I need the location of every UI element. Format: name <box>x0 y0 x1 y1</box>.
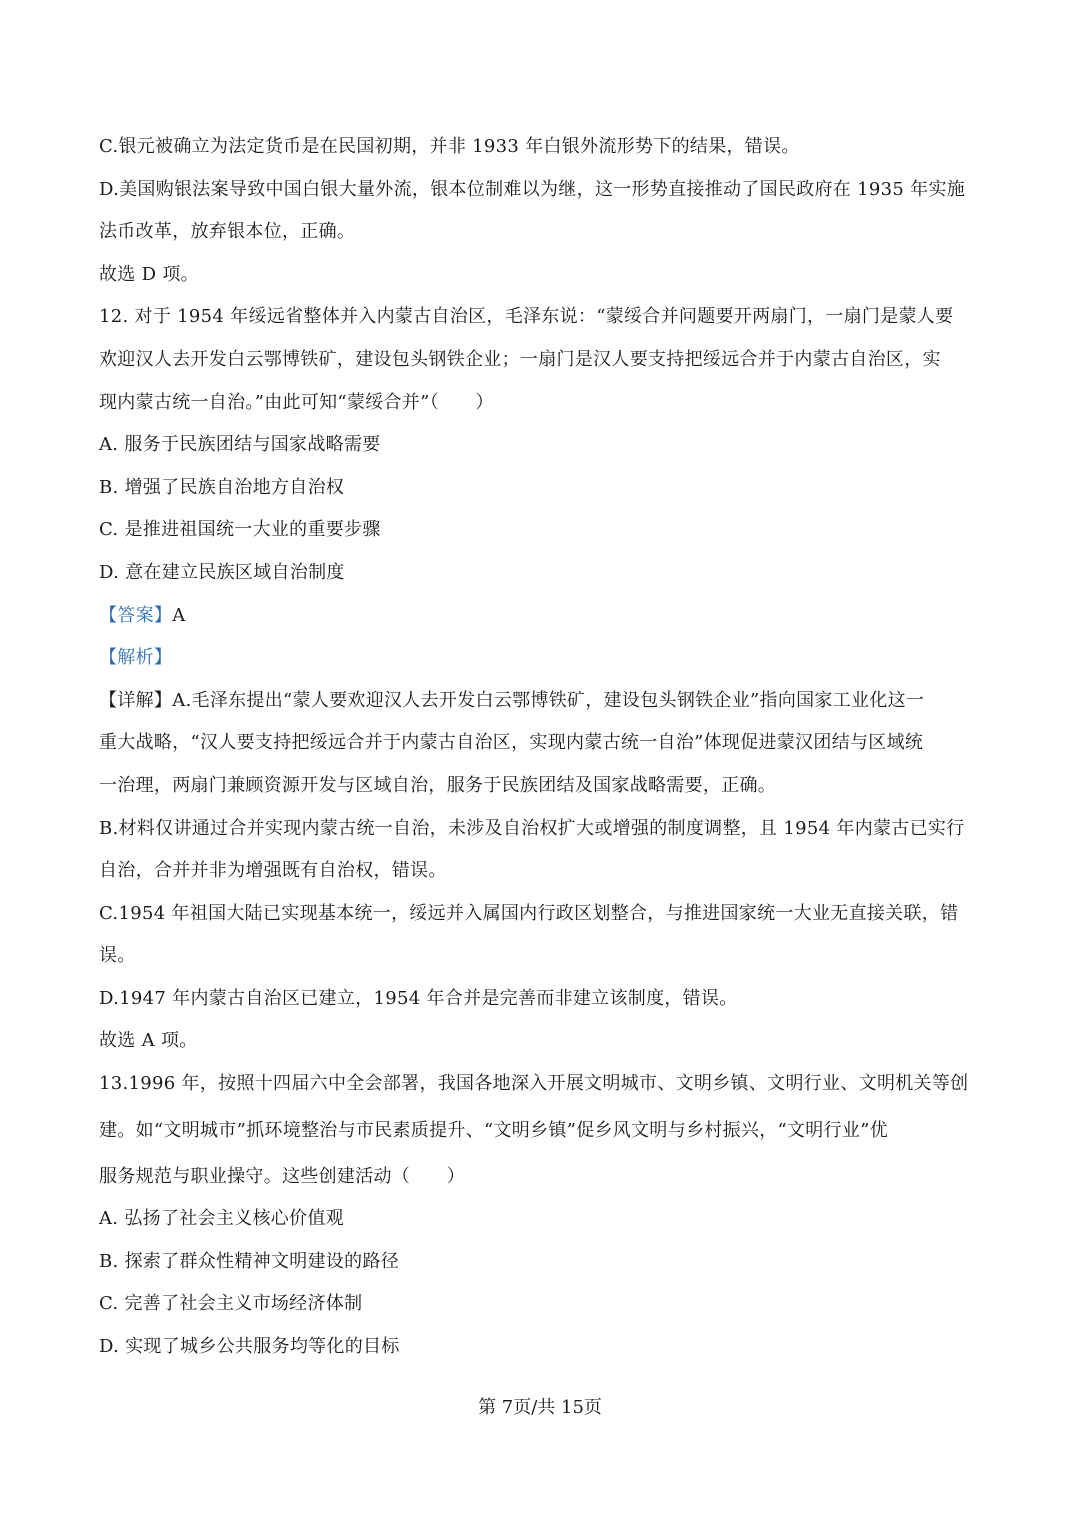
q13-option-d: D. 实现了城乡公共服务均等化的目标 <box>99 1336 400 1358</box>
q13-option-a: A. 弘扬了社会主义核心价值观 <box>99 1208 344 1230</box>
q12-option-c-analysis-cont: 误。 <box>99 945 136 967</box>
q12-stem-cont: 欢迎汉人去开发白云鄂博铁矿，建设包头钢铁企业；一扇门是汉人要支持把绥远合并于内蒙古自治区，实 <box>99 348 941 370</box>
q12-option-b-analysis: B.材料仅讲通过合并实现内蒙古统一自治，未涉及自治权扩大或增强的制度调整，且 1954 年内蒙古已实行 <box>99 817 965 839</box>
document-body <box>99 126 984 1369</box>
answer-label: 【答案】 <box>99 604 173 626</box>
q12-detail-cont: 一治理，两扇门兼顾资源开发与区域自治，服务于民族团结及国家战略需要，正确。 <box>99 774 777 796</box>
q12-option-a: A. 服务于民族团结与国家战略需要 <box>99 434 381 456</box>
q12-option-d: D. 意在建立民族区域自治制度 <box>99 561 345 583</box>
q13-stem-cont: 服务规范与职业操守。这些创建活动（ ） <box>99 1165 465 1187</box>
q12-detail: 【详解】A.毛泽东提出“蒙人要欢迎汉人去开发白云鄂博铁矿，建设包头钢铁企业”指向国家工业化这一 <box>99 689 925 711</box>
q12-stem: 12. 对于 1954 年绥远省整体并入内蒙古自治区，毛泽东说：“蒙绥合并问题要开两扇门，一扇门是蒙人要 <box>99 306 954 328</box>
answer-value: A <box>172 604 186 626</box>
q12-answer <box>99 595 984 638</box>
q12-option-b: B. 增强了民族自治地方自治权 <box>99 476 345 498</box>
q11-option-d-analysis-cont: 法币改革，放弃银本位，正确。 <box>99 221 356 243</box>
q13-option-c: C. 完善了社会主义市场经济体制 <box>99 1293 363 1315</box>
analysis-label: 【解析】 <box>99 647 173 669</box>
page-number: 第 7页/共 15页 <box>478 1397 602 1418</box>
q13-option-b: B. 探索了群众性精神文明建设的路径 <box>99 1250 400 1272</box>
q12-option-b-analysis-cont: 自治，合并并非为增强既有自治权，错误。 <box>99 860 447 882</box>
q12-detail-cont: 重大战略，“汉人要支持把绥远合并于内蒙古自治区，实现内蒙古统一自治”体现促进蒙汉团结与区域统 <box>99 732 924 754</box>
q12-conclusion: 故选 A 项。 <box>99 1030 198 1052</box>
q11-option-d-analysis: D.美国购银法案导致中国白银大量外流，银本位制难以为继，这一形势直接推动了国民政府在 1935 年实施 <box>99 178 966 200</box>
q13-stem-cont: 建。如“文明城市”抓环境整治与市民素质提升、“文明乡镇”促乡风文明与乡村振兴，“文明行业”优 <box>99 1119 889 1141</box>
q13-stem: 13.1996 年，按照十四届六中全会部署，我国各地深入开展文明城市、文明乡镇、文明行业、文明机关等创 <box>99 1073 969 1095</box>
q12-option-c: C. 是推进祖国统一大业的重要步骤 <box>99 519 381 541</box>
q12-option-c-analysis: C.1954 年祖国大陆已实现基本统一，绥远并入属国内行政区划整合，与推进国家统一大业无直接关联，错 <box>99 902 959 924</box>
q11-conclusion: 故选 D 项。 <box>99 263 199 285</box>
q12-option-d-analysis: D.1947 年内蒙古自治区已建立，1954 年合并是完善而非建立该制度，错误。 <box>99 987 738 1009</box>
q12-stem-cont: 现内蒙古统一自治。”由此可知“蒙绥合并”（ ） <box>99 391 494 413</box>
q11-option-c-analysis: C.银元被确立为法定货币是在民国初期，并非 1933 年白银外流形势下的结果，错误。 <box>99 136 800 157</box>
